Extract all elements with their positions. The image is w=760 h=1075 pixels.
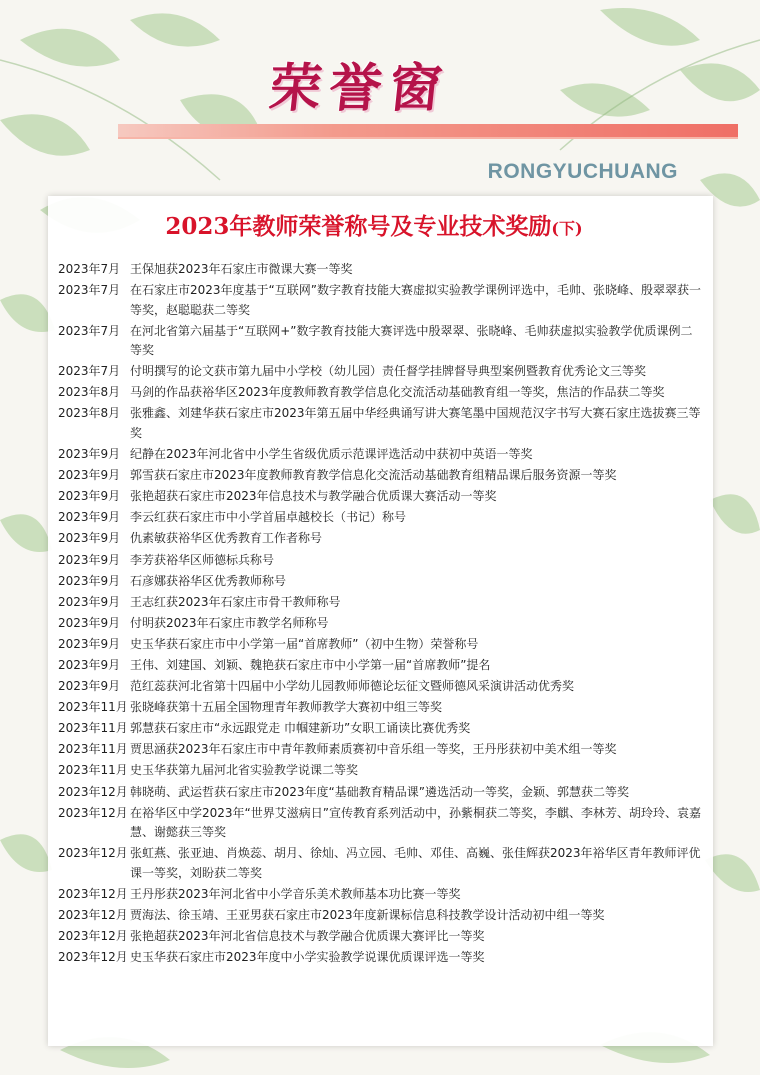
award-date: 2023年9月	[58, 636, 121, 651]
award-date: 2023年12月	[58, 805, 128, 820]
award-item	[58, 281, 708, 320]
award-date: 2023年12月	[58, 907, 128, 922]
award-text: 仇素敏获裕华区优秀教育工作者称号	[130, 531, 323, 546]
leaf-decoration	[680, 63, 760, 101]
award-date: 2023年12月	[58, 886, 128, 901]
award-item	[58, 362, 708, 382]
award-date: 2023年9月	[58, 489, 121, 504]
award-text: 郭慧获石家庄市“永远跟党走 巾帼建新功”女职工诵读比赛优秀奖	[130, 721, 471, 736]
award-item	[58, 487, 708, 507]
award-item	[58, 656, 708, 676]
award-text: 在河北省第六届基于“互联网+”数字教育技能大赛评选中殷翠翠、张晓峰、毛帅获虚拟实验教学优质课例二等奖	[130, 323, 693, 358]
award-item	[58, 677, 708, 697]
award-item	[58, 593, 708, 613]
leaf-decoration	[0, 294, 55, 332]
award-text: 史玉华获石家庄市2023年度中小学实验教学说课优质课评选一等奖	[130, 950, 485, 965]
page-heading	[0, 208, 754, 241]
award-item	[58, 635, 708, 655]
award-text: 王保旭获2023年石家庄市微课大赛一等奖	[130, 262, 353, 276]
award-text: 范红蕊获河北省第十四届中小学幼儿园教师师德论坛征文暨师德风采演讲活动优秀奖	[130, 679, 575, 694]
award-text: 史玉华获第九届河北省实验教学说课二等奖	[130, 763, 359, 778]
award-date: 2023年7月	[58, 323, 121, 338]
award-text: 张艳超获2023年河北省信息技术与教学融合优质课大赛评比一等奖	[130, 929, 485, 944]
award-date: 2023年8月	[58, 406, 121, 421]
leaf-decoration	[0, 114, 90, 155]
leaf-decoration	[710, 494, 760, 533]
award-date: 2023年9月	[58, 573, 121, 588]
award-item	[58, 740, 708, 760]
award-item	[58, 572, 708, 592]
award-text: 纪静在2023年河北省中小学生省级优质示范课评选活动中获初中英语一等奖	[130, 447, 533, 462]
award-item	[58, 508, 708, 528]
award-item	[58, 445, 708, 465]
banner-subtitle: RONGYUCHUANG	[487, 160, 678, 183]
award-date: 2023年9月	[58, 552, 121, 567]
award-text: 张雅鑫、刘建华获石家庄市2023年第五届中华经典诵写讲大赛笔墨中国规范汉字书写大赛石家庄选拔赛三等奖	[130, 406, 701, 440]
award-text: 张晓峰获第十五届全国物理青年教师教学大赛初中组三等奖	[130, 700, 443, 715]
award-text: 王志红获2023年石家庄市骨干教师称号	[130, 594, 341, 609]
award-text: 张艳超获石家庄市2023年信息技术与教学融合优质课大赛活动一等奖	[130, 489, 497, 504]
leaf-decoration	[20, 29, 120, 67]
award-item	[58, 404, 708, 443]
award-date: 2023年9月	[58, 510, 121, 525]
decorative-bar-thin	[118, 137, 738, 139]
award-date: 2023年7月	[58, 262, 121, 276]
award-item	[58, 466, 708, 486]
page-banner-title: 荣誉窗	[266, 58, 453, 119]
award-text: 付明撰写的论文获市第九届中小学校（幼儿园）责任督学挂牌督导典型案例暨教育优秀论文三等奖	[130, 364, 647, 379]
award-text: 史玉华获石家庄市中小学第一届“首席教师”（初中生物）荣誉称号	[130, 636, 479, 651]
award-item	[58, 927, 708, 947]
award-text: 王丹彤获2023年河北省中小学音乐美术教师基本功比赛一等奖	[130, 886, 461, 901]
award-item	[58, 698, 708, 718]
award-date: 2023年8月	[58, 385, 121, 400]
award-date: 2023年11月	[58, 742, 128, 757]
award-item	[58, 260, 708, 280]
award-text: 张虹燕、张亚迪、肖焕蕊、胡月、徐灿、冯立园、毛帅、邓佳、高巍、张佳辉获2023年裕华区青年教师评优课一等奖，刘盼获二等奖	[130, 846, 701, 880]
award-date: 2023年9月	[58, 594, 121, 609]
award-item	[58, 804, 708, 843]
award-item	[58, 551, 708, 571]
award-date: 2023年12月	[58, 784, 128, 799]
award-date: 2023年9月	[58, 679, 121, 694]
award-item	[58, 614, 708, 634]
award-text: 在石家庄市2023年度基于“互联网”数字教育技能大赛虚拟实验教学课例评选中，毛帅、张晓峰、殷翠翠获一等奖，赵聪聪获二等奖	[130, 283, 701, 317]
award-text: 贾海法、徐玉靖、王亚男获石家庄市2023年度新课标信息科技教学设计活动初中组一等奖	[130, 907, 605, 922]
award-text: 李云红获石家庄市中小学首届卓越校长（书记）称号	[130, 510, 407, 525]
award-text: 马剑的作品获裕华区2023年度教师教育教学信息化交流活动基础教育组一等奖，焦洁的作品获二等奖	[130, 385, 665, 400]
award-item	[58, 719, 708, 739]
award-date: 2023年11月	[58, 721, 128, 736]
award-text: 王伟、刘建国、刘颖、魏艳获石家庄市中小学第一届“首席教师”提名	[130, 658, 491, 672]
award-text: 贾思涵获2023年石家庄市中青年教师素质赛初中音乐组一等奖，王丹彤获初中美术组一等奖	[130, 742, 617, 757]
award-text: 石彦娜获裕华区优秀教师称号	[130, 573, 287, 588]
leaf-decoration	[560, 83, 650, 116]
award-text: 李芳获裕华区师德标兵称号	[130, 552, 275, 567]
award-item	[58, 761, 708, 781]
leaf-decoration	[705, 854, 760, 892]
award-item	[58, 322, 708, 361]
decorative-bar	[118, 124, 738, 137]
award-text: 郭雪获石家庄市2023年度教师教育教学信息化交流活动基础教育组精品课后服务资源一等奖	[130, 468, 617, 483]
award-date: 2023年7月	[58, 283, 121, 298]
award-date: 2023年12月	[58, 929, 128, 944]
award-text: 在裕华区中学2023年“世界艾滋病日”宣传教育系列活动中，孙紫桐获二等奖，李麒、李林芳、胡玲玲、袁嘉慧、谢懿获三等奖	[130, 805, 701, 840]
award-item	[58, 885, 708, 905]
award-date: 2023年9月	[58, 531, 121, 546]
award-date: 2023年9月	[58, 615, 121, 630]
award-item	[58, 383, 708, 403]
leaf-decoration	[600, 8, 700, 46]
award-date: 2023年9月	[58, 658, 121, 672]
award-date: 2023年12月	[58, 950, 128, 965]
award-item	[58, 783, 708, 803]
heading-suffix: (下)	[551, 219, 583, 238]
award-date: 2023年9月	[58, 468, 121, 483]
leaf-decoration	[130, 13, 220, 46]
award-item	[58, 529, 708, 549]
award-list	[58, 260, 708, 969]
award-date: 2023年7月	[58, 364, 121, 379]
award-item	[58, 906, 708, 926]
leaf-decoration	[0, 834, 52, 872]
award-date: 2023年12月	[58, 846, 128, 861]
award-text: 付明获2023年石家庄市教学名师称号	[130, 615, 329, 630]
award-item	[58, 844, 708, 883]
heading-text: 2023年教师荣誉称号及专业技术奖励	[165, 213, 552, 240]
leaf-decoration	[0, 514, 52, 552]
award-date: 2023年11月	[58, 700, 128, 715]
award-date: 2023年9月	[58, 447, 121, 462]
award-item	[58, 948, 708, 968]
award-text: 韩晓萌、武运哲获石家庄市2023年度“基础教育精品课”遴选活动一等奖，金颖、郭慧获二等奖	[130, 784, 629, 799]
award-date: 2023年11月	[58, 763, 128, 778]
